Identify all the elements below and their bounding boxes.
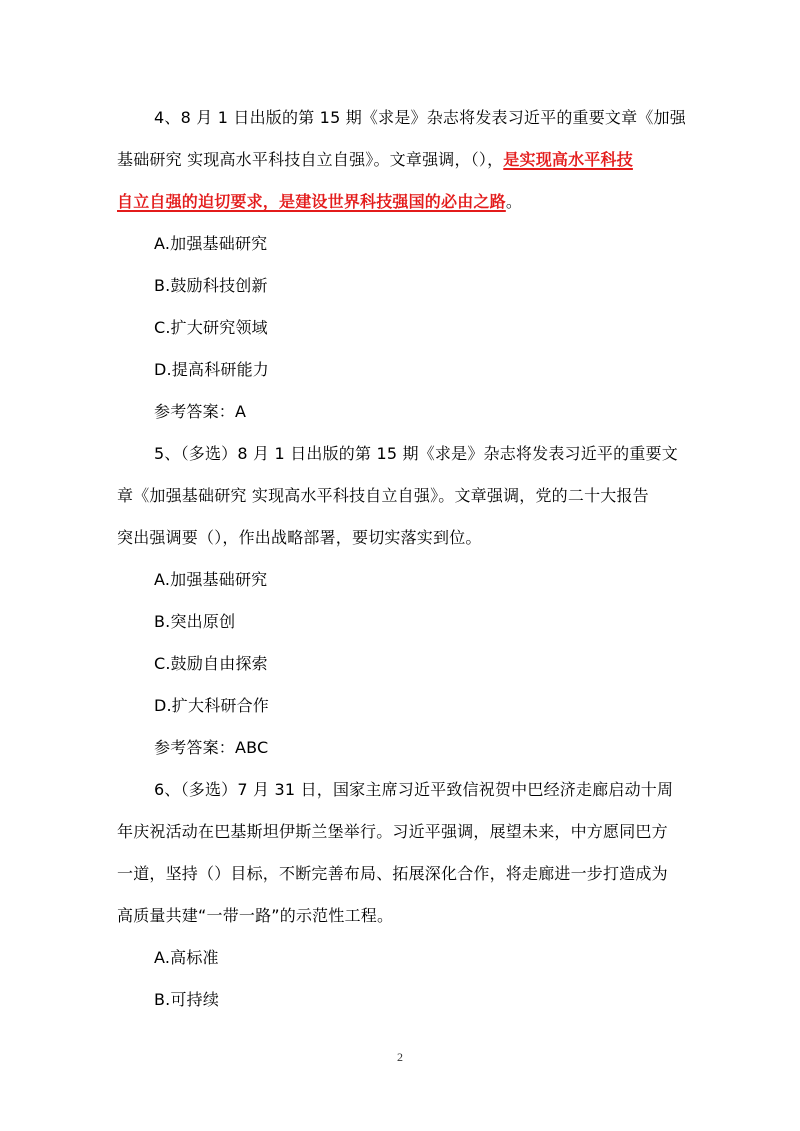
q6-stem-line1: 6、（多选）7 月 31 日，国家主席习近平致信祝贺中巴经济走廊启动十周 [154, 780, 674, 799]
page-number: 2 [397, 1050, 403, 1064]
q5-option-d: D.扩大科研合作 [154, 696, 270, 715]
q4-option-d: D.提高科研能力 [154, 360, 270, 379]
q6-stem-line2: 年庆祝活动在巴基斯坦伊斯兰堡举行。习近平强调，展望未来，中方愿同巴方 [117, 822, 668, 841]
q4-stem-line1: 4、8 月 1 日出版的第 15 期《求是》杂志将发表习近平的重要文章《加强 [154, 108, 686, 127]
q4-answer: 参考答案：A [154, 402, 247, 421]
q5-stem-line2: 章《加强基础研究 实现高水平科技自立自强》。文章强调，党的二十大报告 [117, 486, 649, 505]
q4-option-a: A.加强基础研究 [154, 234, 268, 253]
q4-stem-line3 [117, 191, 522, 213]
q4-stem-line2 [117, 149, 633, 171]
q4-stem-line3-end: 。 [505, 192, 523, 211]
q4-highlight-part2: 自立自强的迫切要求，是建设世界科技强国的必由之路 [117, 192, 506, 211]
q4-option-b: B.鼓励科技创新 [154, 276, 268, 295]
q6-stem-line3: 一道，坚持（）目标，不断完善布局、拓展深化合作，将走廊进一步打造成为 [117, 864, 668, 883]
q6-option-a: A.高标准 [154, 948, 219, 967]
q5-option-c: C.鼓励自由探索 [154, 654, 268, 673]
q5-option-b: B.突出原创 [154, 612, 236, 631]
q5-answer: 参考答案：ABC [154, 738, 269, 757]
q6-option-b: B.可持续 [154, 990, 220, 1009]
q4-highlight-part1: 是实现高水平科技 [503, 150, 633, 169]
q5-stem-line3: 突出强调要（），作出战略部署，要切实落实到位。 [117, 528, 482, 547]
q5-option-a: A.加强基础研究 [154, 570, 268, 589]
q4-option-c: C.扩大研究领域 [154, 318, 268, 337]
q4-stem-line2-text: 基础研究 实现高水平科技自立自强》。文章强调，（）， [117, 150, 504, 169]
q6-stem-line4: 高质量共建“一带一路”的示范性工程。 [117, 906, 394, 925]
q5-stem-line1: 5、（多选）8 月 1 日出版的第 15 期《求是》杂志将发表习近平的重要文 [154, 444, 678, 463]
